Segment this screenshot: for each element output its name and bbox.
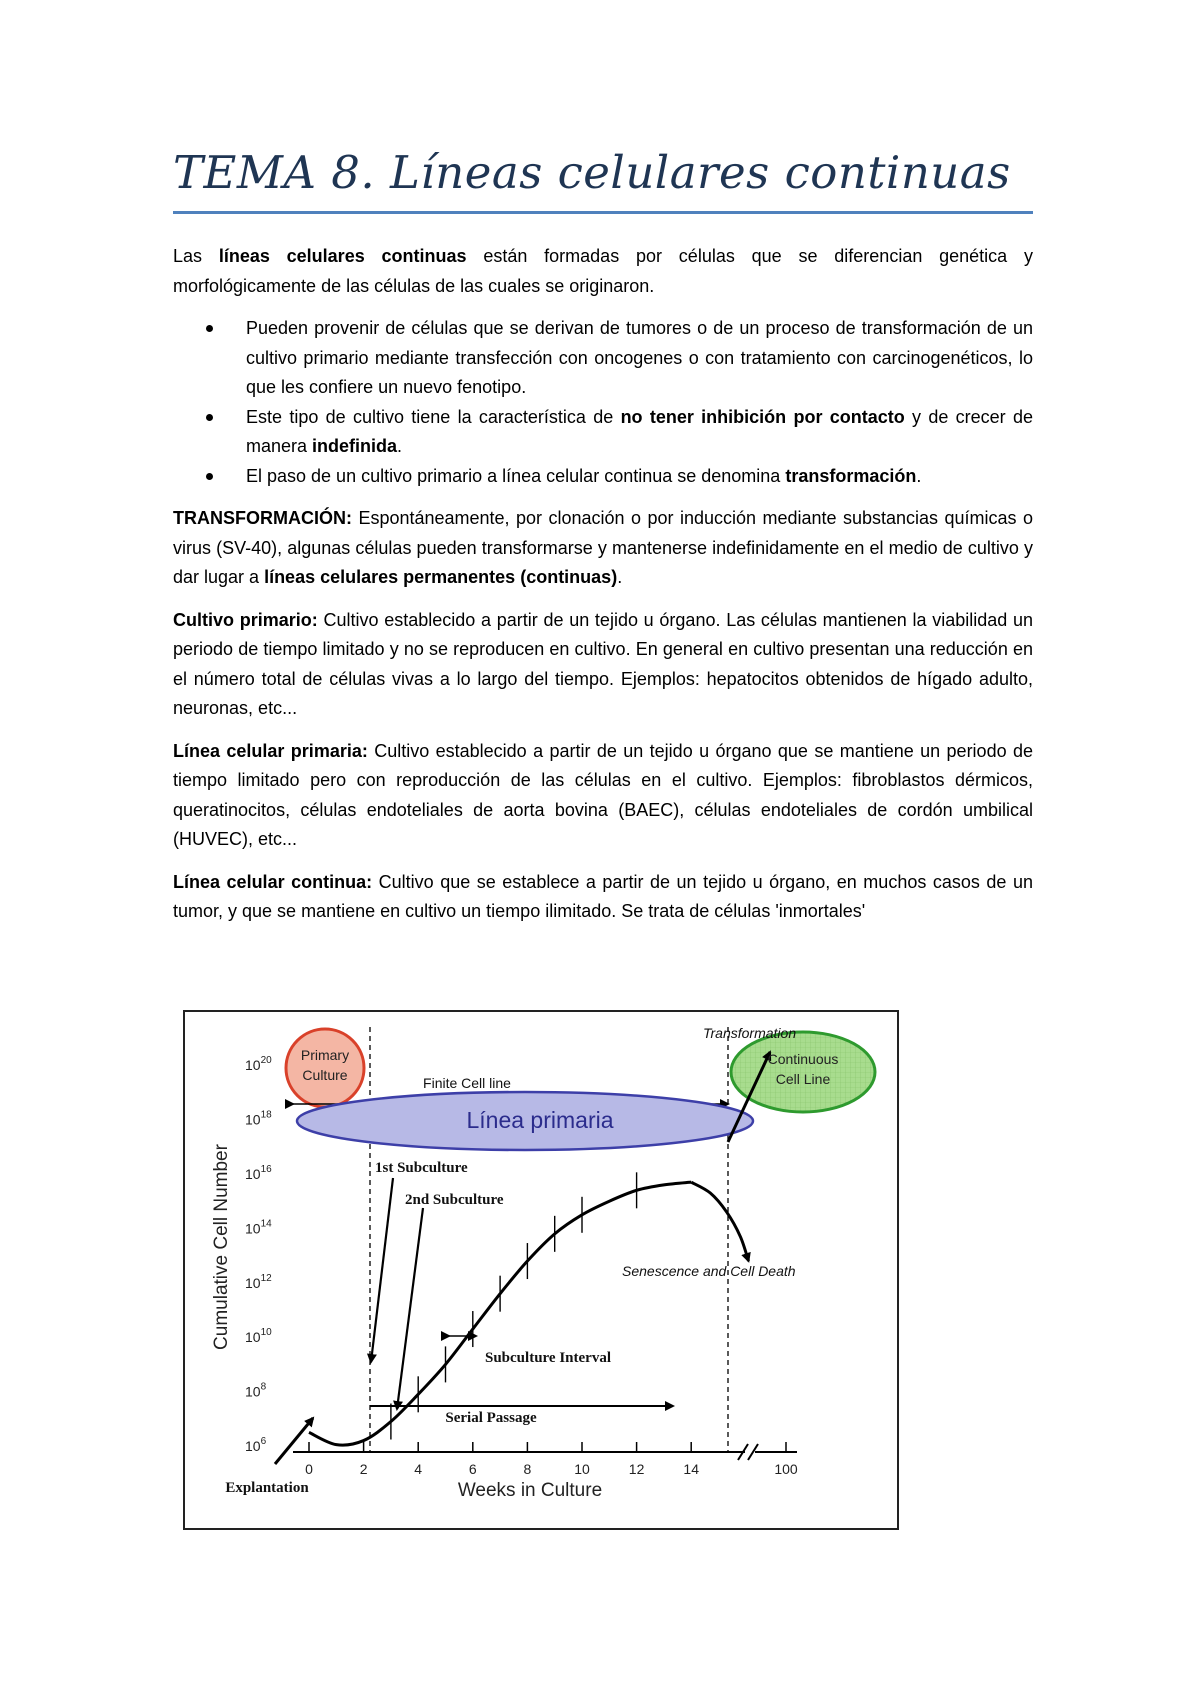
linea-continua-paragraph: Línea celular continua: Cultivo que se establece a partir de un tejido u órgano, en muchos casos de un tumor, y que se mantiene en cultivo un tiempo ilimitado. Se trata de células 'inmortales' <box>173 871 1033 921</box>
continuous-line-label: Cell Line <box>775 1071 831 1087</box>
y-axis-title: Cumulative Cell Number <box>211 1144 232 1350</box>
list-item: Pueden provenir de células que se derivan de tumores o de un proceso de transformación de un cultivo primario mediante transfección con oncogenes o con tratamiento con carcinogenéticos, lo que les confiere un nuevo fenotipo. <box>173 314 1033 403</box>
transformation-label: Transformation <box>703 1025 797 1041</box>
cultivo-primario-paragraph: Cultivo primario: Cultivo establecido a partir de un tejido u órgano. Las células mantienen la viabilidad un periodo de tiempo limitado y no se reproducen en cultivo. En general en cultivo presentan una reducción en el número total de células vivas a lo largo del tiempo. Ejemplos: hepatocitos obtenidos de hígado adulto, neuronas, etc... <box>173 609 1033 718</box>
x-tick-label: 0 <box>305 1461 313 1477</box>
y-tick-label: $10^8$ <box>245 1381 267 1400</box>
primary-culture-label: Primary <box>300 1047 350 1063</box>
finite-cell-line-label: Finite Cell line <box>423 1075 511 1091</box>
first-subculture-label: 1st Subculture <box>375 1160 468 1176</box>
y-tick-label: $10^{12}$ <box>245 1272 272 1291</box>
x-axis-title: Weeks in Culture <box>457 1480 603 1501</box>
bullet-icon <box>206 325 213 332</box>
transformacion-paragraph: TRANSFORMACIÓN: Espontáneamente, por clonación o por inducción mediante substancias químicas o virus (SV-40), algunas células pueden transformarse y mantenerse indefinidamente en el medio de cultivo y dar lugar a líneas celulares permanentes (continuas). <box>173 508 1033 587</box>
x-tick-label: 12 <box>628 1461 645 1477</box>
senescence-label: Senescence and Cell Death <box>622 1263 796 1279</box>
y-tick-label: $10^{20}$ <box>245 1055 272 1074</box>
list-item: El paso de un cultivo primario a línea celular continua se denomina transformación. <box>173 462 1033 492</box>
continuous-line-label: Continuous <box>767 1051 839 1067</box>
linea-primaria-label: Línea primaria <box>466 1107 614 1133</box>
bullet-icon <box>206 414 213 421</box>
x-tick-label: 6 <box>468 1461 477 1477</box>
second-subculture-label: 2nd Subculture <box>405 1192 504 1208</box>
x-tick-label: 14 <box>683 1461 699 1477</box>
second-subculture-arrow <box>397 1208 423 1409</box>
document-body <box>173 242 1033 940</box>
first-subculture-arrow <box>371 1178 393 1362</box>
subculture-interval-label: Subculture Interval <box>485 1350 611 1366</box>
serial-passage-label: Serial Passage <box>445 1410 537 1426</box>
feature-list <box>173 314 1033 491</box>
growth-chart <box>185 1012 897 1528</box>
y-tick-label: $10^{14}$ <box>245 1218 272 1237</box>
list-item: Este tipo de cultivo tiene la característica de no tener inhibición por contacto y de crecer de manera indefinida. <box>173 403 1033 462</box>
bullet-icon <box>206 473 213 480</box>
y-tick-label: $10^{10}$ <box>245 1327 272 1346</box>
x-tick-label: 100 <box>774 1461 798 1477</box>
x-tick-label: 8 <box>523 1461 532 1477</box>
y-tick-label: $10^{16}$ <box>245 1164 272 1182</box>
x-tick-label: 4 <box>414 1461 423 1477</box>
y-tick-label: $10^6$ <box>245 1436 267 1454</box>
page-title: TEMA 8. Líneas celulares continuas <box>173 146 1011 199</box>
intro-paragraph: Las líneas celulares continuas están formadas por células que se diferencian genética y morfológicamente de las células de las cuales se originaron. <box>173 246 1033 296</box>
growth-chart-figure <box>183 1010 899 1530</box>
senescence-curve <box>691 1182 748 1261</box>
linea-primaria-paragraph: Línea celular primaria: Cultivo establecido a partir de un tejido u órgano que se mantiene un periodo de tiempo limitado pero con reproducción de las células en el cultivo. Ejemplos: fibroblastos dérmicos, queratinocitos, células endoteliales de aorta bovina (BAEC), células endoteliales de cordón umbilical (HUVEC), etc... <box>173 740 1033 849</box>
primary-culture-label: Culture <box>302 1067 348 1083</box>
y-tick-label: $10^{18}$ <box>245 1109 272 1128</box>
explantation-arrow <box>275 1418 313 1464</box>
x-tick-label: 2 <box>359 1461 368 1477</box>
title-rule <box>173 211 1033 214</box>
x-tick-label: 10 <box>574 1461 590 1477</box>
explantation-label: Explantation <box>225 1480 309 1496</box>
